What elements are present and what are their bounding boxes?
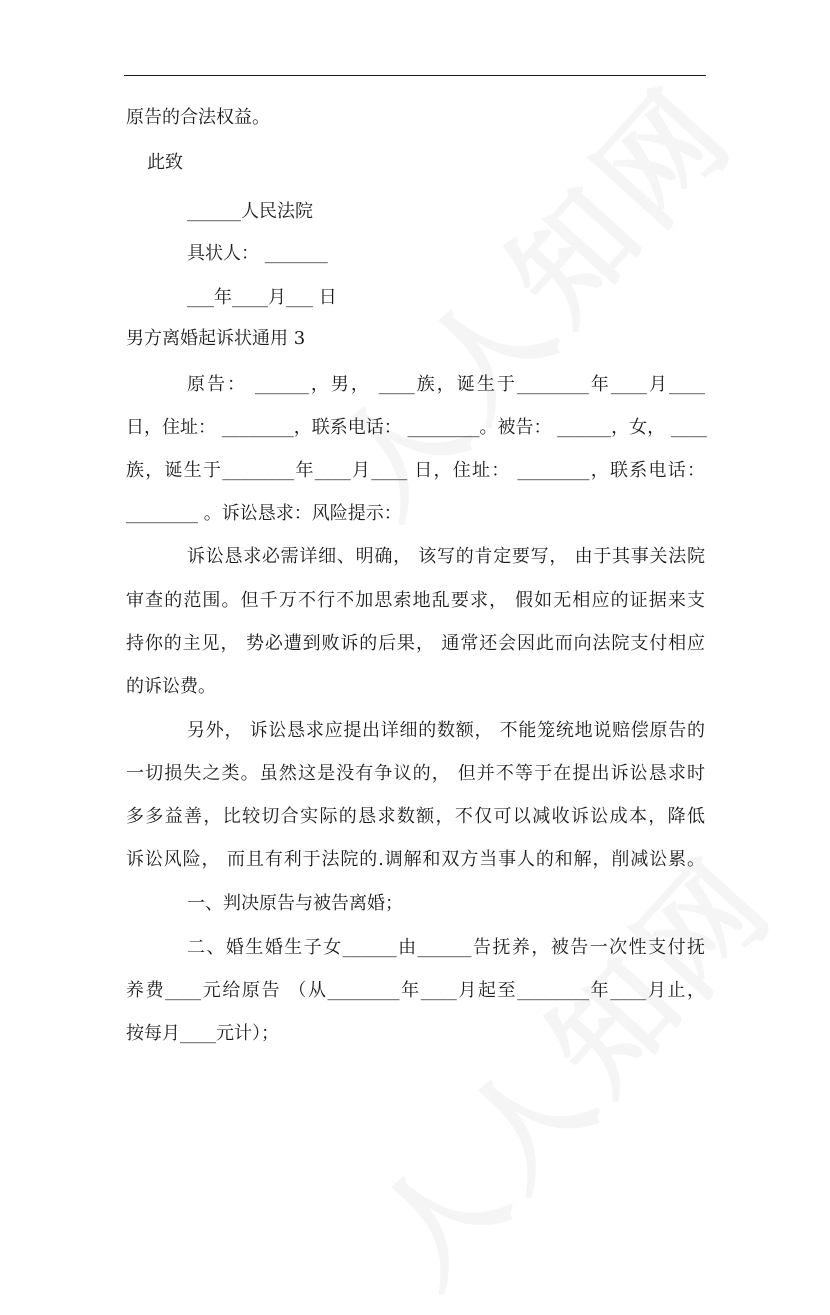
claim-item: 二、婚生婚生子女______由______告抚养，被告一次性支付抚	[187, 937, 705, 958]
paragraph-line: 一切损失之类。虽然这是没有争议的， 但并不等于在提出诉讼恳求时	[126, 763, 705, 784]
court-line: ______人民法院	[187, 201, 313, 222]
plaintiff-signature-line: 具状人： _______	[187, 243, 328, 264]
section-title: 男方离婚起诉状通用 3	[126, 328, 306, 349]
paragraph-line: 日，住址： ________，联系电话： ________。被告： ______，女， ____	[126, 417, 707, 438]
paragraph-line: 诉讼恳求必需详细、明确， 该写的肯定要写， 由于其事关法院	[187, 546, 705, 567]
watermark	[330, 814, 806, 1315]
closing-phrase: 此致	[147, 152, 183, 173]
claim-item: 一、判决原告与被告离婚；	[187, 893, 403, 914]
claim-item: 按每月____元计）；	[126, 1023, 279, 1044]
header-rule	[124, 75, 706, 76]
paragraph-line: 审查的范围。但千万不行不加思索地乱要求， 假如无相应的证据来支	[126, 590, 705, 611]
date-line: ___年____月___ 日	[187, 287, 337, 308]
claim-item: 养费____元给原告 （从________年____月起至________年____月止，	[126, 980, 705, 1001]
paragraph-line: 多多益善，比较切合实际的恳求数额，不仅可以减收诉讼成本，降低	[126, 806, 705, 827]
paragraph-line: 另外， 诉讼恳求应提出详细的数额， 不能笼统地说赔偿原告的	[187, 720, 705, 741]
paragraph-line: 的诉讼费。	[126, 676, 216, 697]
paragraph-line: 持你的主见， 势必遭到败诉的后果， 通常还会因此而向法院支付相应	[126, 633, 705, 654]
text-line: 原告的合法权益。	[126, 107, 270, 128]
paragraph-line: 族，诞生于________年____月____ 日，住址： ________，联系电话：	[126, 460, 705, 481]
paragraph-line: 原告： ______，男， ____族，诞生于________年____月____	[187, 374, 705, 395]
paragraph-line: 诉讼风险， 而且有利于法院的.调解和双方当事人的和解，削减讼累。	[126, 849, 705, 870]
paragraph-line: ________ 。诉讼恳求：风险提示：	[126, 503, 402, 524]
